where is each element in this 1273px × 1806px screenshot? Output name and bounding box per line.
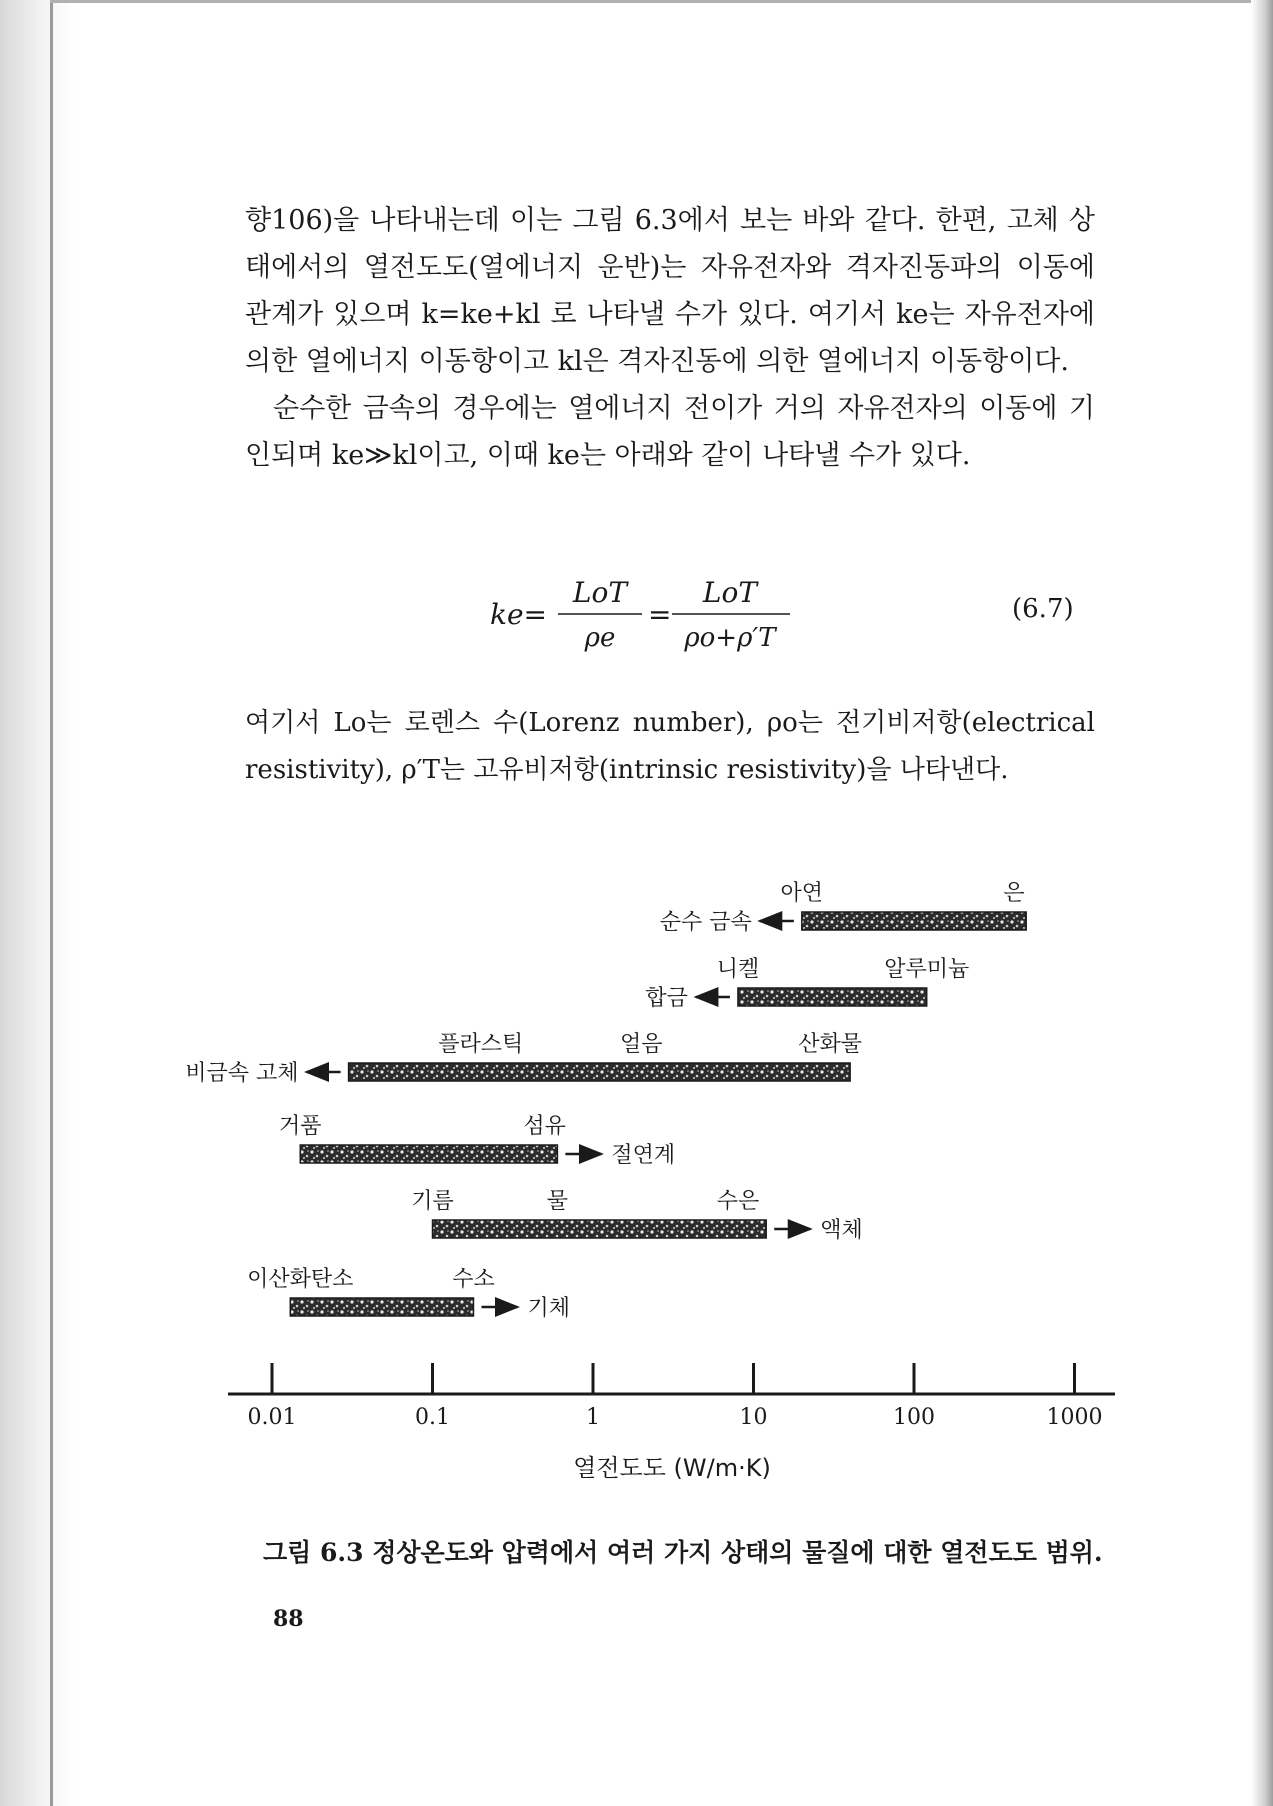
- marker-label-1-0: 니켈: [716, 957, 760, 982]
- x-tick-label-3: 10: [739, 1405, 768, 1430]
- marker-label-4-0: 기름: [411, 1189, 454, 1214]
- x-axis-label: 열전도도 (W/m·K): [573, 1454, 771, 1482]
- x-tick-label-5: 1000: [1046, 1405, 1103, 1430]
- range-bar-group-3: [279, 1114, 675, 1168]
- category-label-1: 합금: [645, 986, 688, 1011]
- marker-label-4-1: 물: [546, 1189, 569, 1214]
- range-bar-2: [349, 1063, 851, 1081]
- marker-label-5-0: 이산화탄소: [247, 1267, 354, 1292]
- range-bar-4: [433, 1220, 767, 1238]
- range-bar-group-0: [660, 881, 1026, 935]
- equation-lhs: ke=: [490, 598, 547, 631]
- marker-label-0-0: 아연: [780, 881, 824, 906]
- range-bar-group-1: [645, 957, 969, 1011]
- frac2-denominator: ρo+ρ′T: [684, 623, 776, 653]
- equals-sign: =: [648, 598, 672, 631]
- category-label-5: 기체: [527, 1296, 570, 1321]
- marker-label-3-1: 섬유: [523, 1114, 566, 1139]
- marker-label-2-2: 산화물: [798, 1032, 862, 1057]
- category-label-4: 액체: [820, 1218, 863, 1243]
- marker-label-1-1: 알루미늄: [884, 957, 970, 982]
- category-label-3: 절연계: [611, 1143, 676, 1168]
- category-label-0: 순수 금속: [659, 910, 752, 935]
- range-bar-3: [300, 1145, 557, 1163]
- marker-label-4-2: 수은: [716, 1189, 760, 1214]
- marker-label-2-0: 플라스틱: [438, 1032, 524, 1057]
- range-bar-group-2: [185, 1032, 862, 1086]
- equation-number: (6.7): [1012, 594, 1074, 624]
- page-number: 88: [273, 1606, 304, 1632]
- marker-label-3-0: 거품: [279, 1114, 322, 1139]
- x-tick-label-1: 0.1: [415, 1405, 450, 1430]
- frac1-numerator: LoT: [572, 576, 628, 609]
- range-bar-0: [802, 912, 1026, 930]
- figure-caption: 그림 6.3 정상온도와 압력에서 여러 가지 상태의 물질에 대한 열전도도 범위.: [263, 1538, 1103, 1567]
- x-tick-label-0: 0.01: [247, 1405, 297, 1430]
- category-label-2: 비금속 고체: [185, 1061, 299, 1086]
- frac2-numerator: LoT: [702, 576, 758, 609]
- explanation-text: 여기서 Lo는 로렌스 수(Lorenz number), ρo는 전기비저항(electrical resistivity), ρ′T는 고유비저항(intrinsic resistivity)을 나타낸다.: [245, 708, 1095, 785]
- range-bar-5: [290, 1298, 473, 1316]
- marker-label-2-1: 얼음: [620, 1032, 663, 1057]
- x-tick-label-4: 100: [893, 1405, 935, 1430]
- range-bar-group-5: [247, 1267, 570, 1321]
- range-bar-group-4: [411, 1189, 862, 1243]
- marker-label-5-1: 수소: [452, 1267, 495, 1292]
- paragraph-2: 순수한 금속의 경우에는 열에너지 전이가 거의 자유전자의 이동에 기인되며 ke≫kl이고, 이때 ke는 아래와 같이 나타낼 수가 있다.: [245, 393, 1095, 471]
- paragraph-1: 향106)을 나타내는데 이는 그림 6.3에서 보는 바와 같다. 한편, 고체 상태에서의 열전도도(열에너지 운반)는 자유전자와 격자진동파의 이동에 관계가 있으며 k=ke+kl 로 나타낼 수가 있다. 여기서 ke는 자유전자에 의한 열에너지 이동항이고 kl은 격자진동에 의한 열에너지 이동항이다.: [245, 205, 1095, 377]
- range-bar-1: [738, 988, 927, 1006]
- x-tick-label-2: 1: [586, 1405, 600, 1430]
- frac1-denominator: ρe: [584, 623, 616, 653]
- marker-label-0-1: 은: [1003, 881, 1025, 906]
